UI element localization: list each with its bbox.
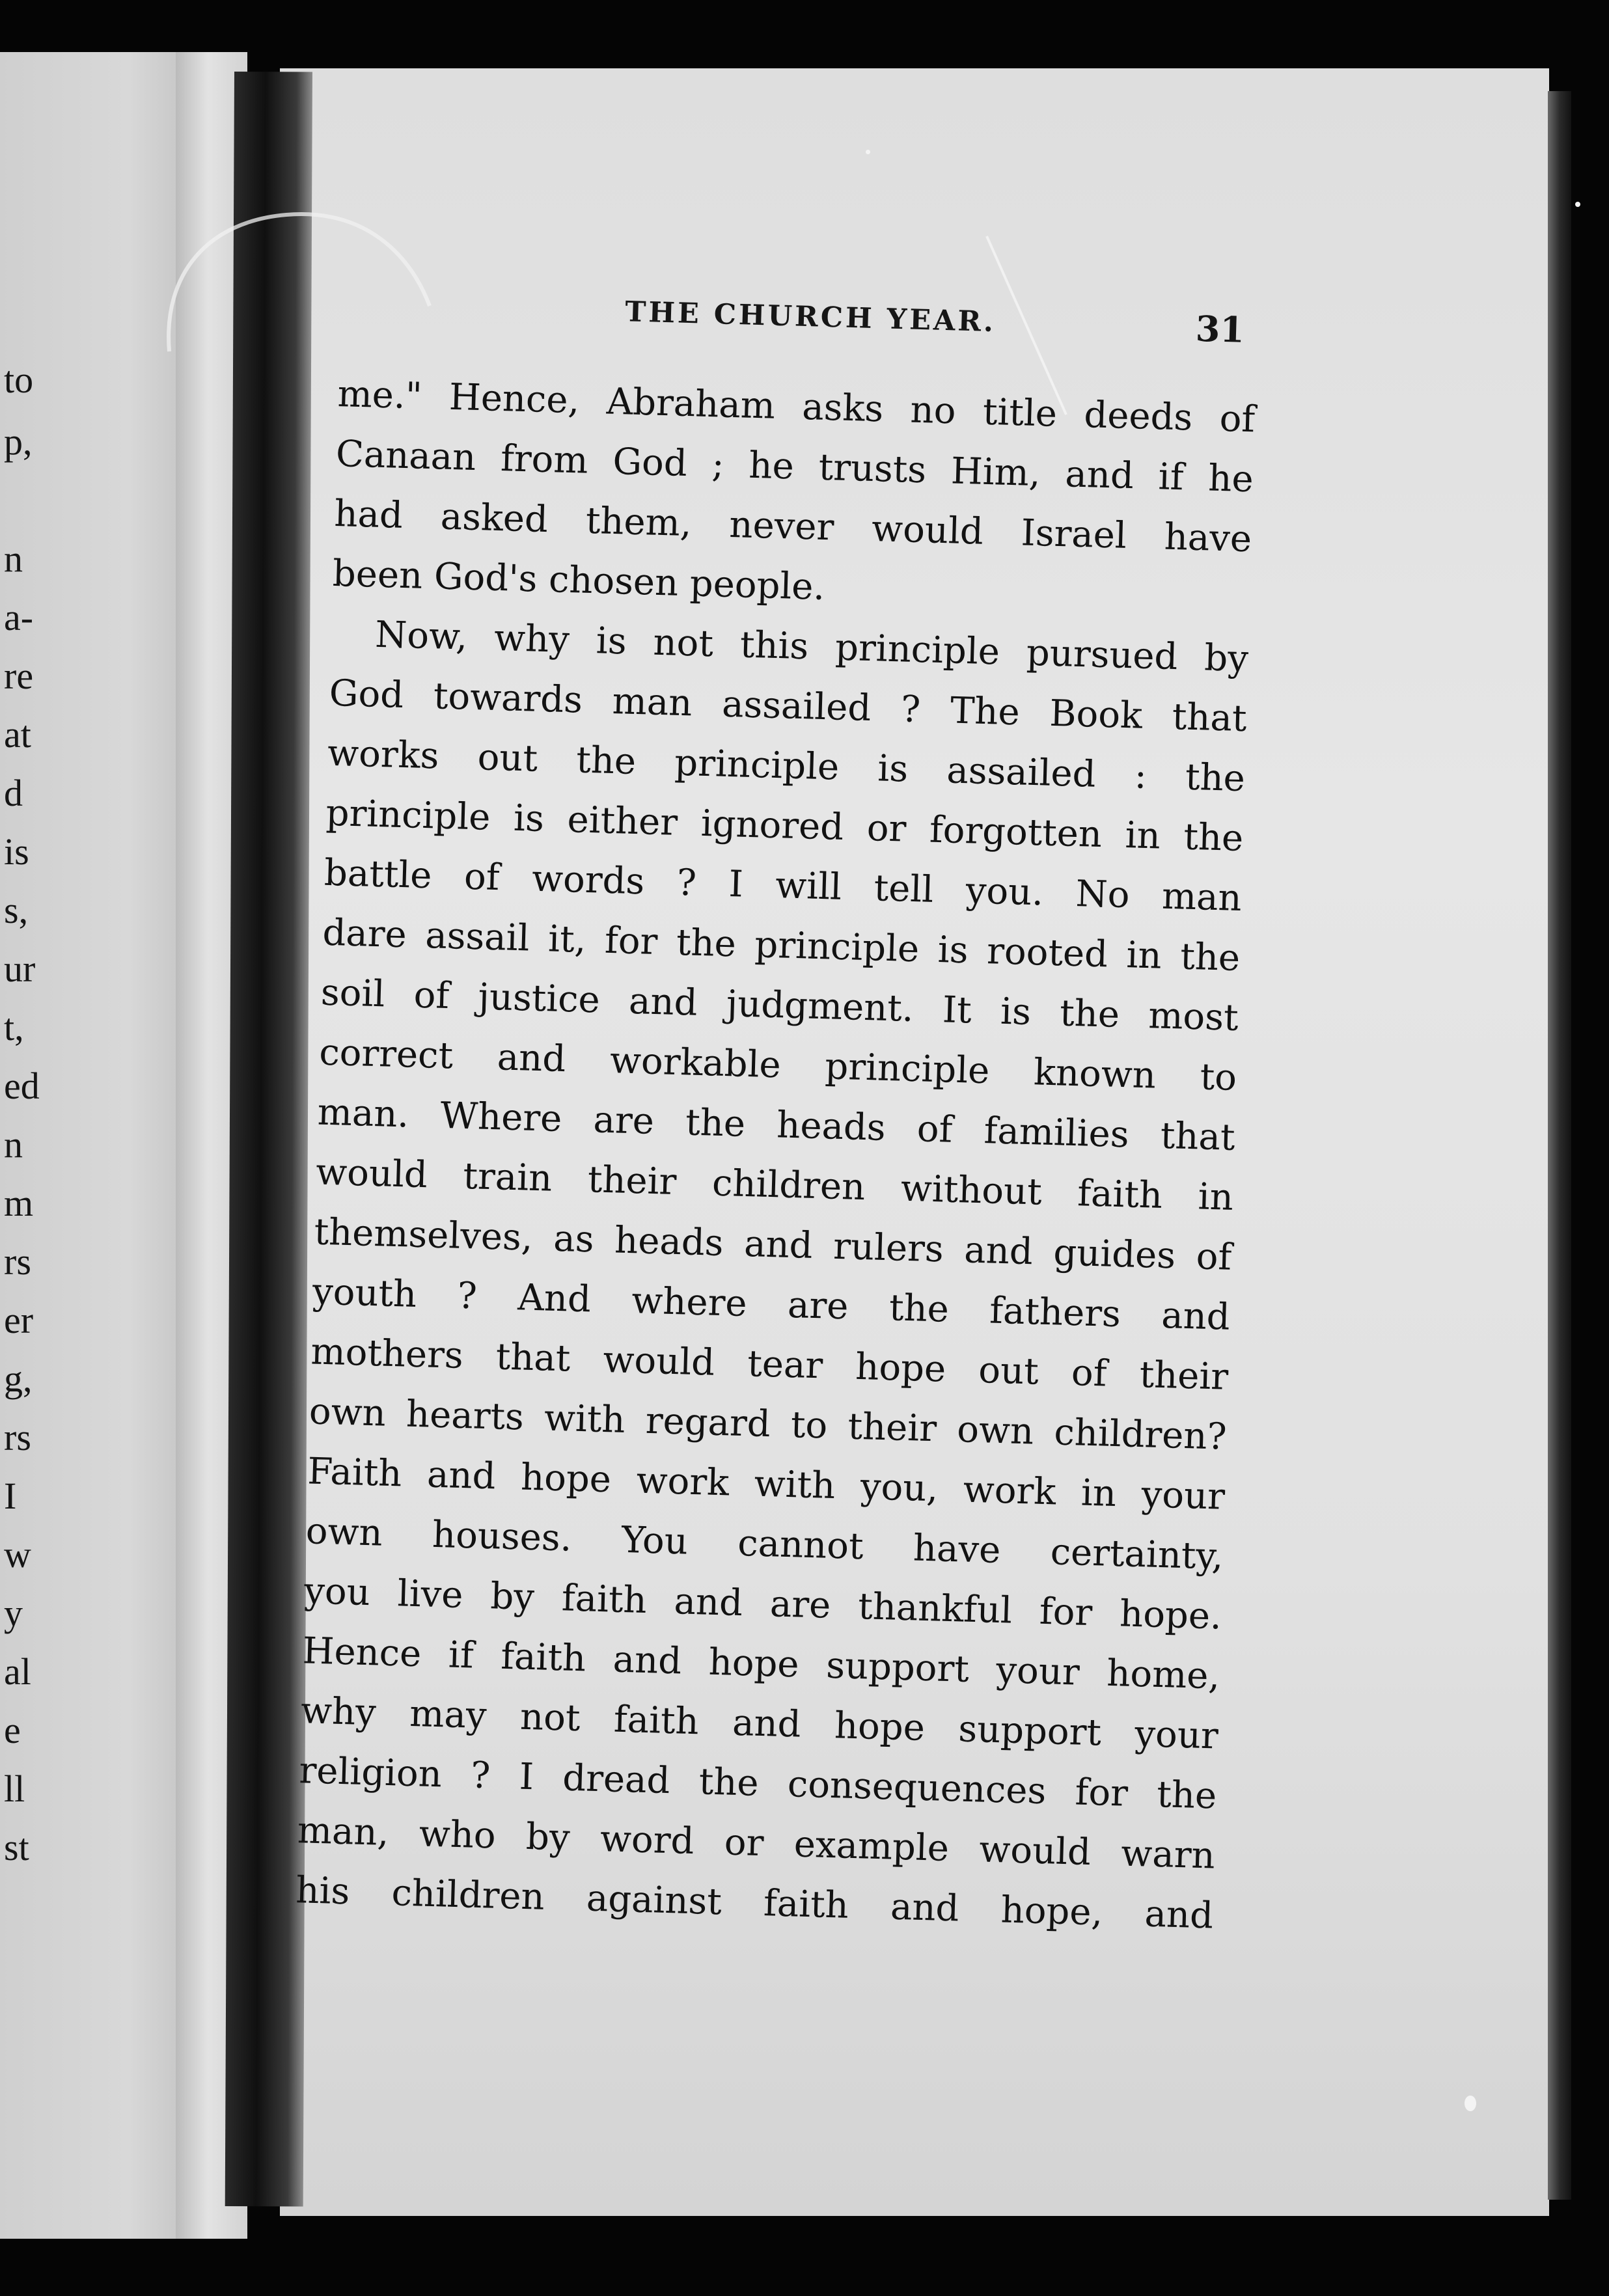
left-page-fragment: is	[4, 830, 29, 873]
left-page-fragment: er	[4, 1299, 34, 1341]
text-line: God towards man assailed ? The Book that	[328, 672, 1248, 741]
left-page-fragment: I	[4, 1475, 17, 1517]
left-page-fragment: a-	[4, 596, 34, 638]
text-line: own hearts with regard to their own children?	[309, 1390, 1228, 1458]
left-page-fragment: ll	[4, 1768, 25, 1810]
left-page-fragment: d	[4, 772, 23, 814]
text-line: you live by faith and are thankful for hope.	[303, 1570, 1222, 1638]
left-page-fragment: m	[4, 1182, 34, 1224]
page-text	[295, 295, 1256, 1946]
left-page-fragment: rs	[4, 1416, 31, 1458]
film-speck	[1465, 2096, 1476, 2111]
text-line: had asked them, never would Israel have	[333, 492, 1252, 561]
left-page-fragment: t,	[4, 1006, 24, 1048]
left-page-fragment: rs	[4, 1240, 31, 1283]
text-line: works out the principle is assailed : the	[327, 731, 1246, 800]
text-line: man, who by word or example would warn	[297, 1809, 1216, 1878]
text-line: dare assail it, for the principle is rooted in the	[322, 911, 1241, 980]
text-line: been God's chosen people.	[332, 552, 826, 608]
text-line: why may not faith and hope support your	[300, 1689, 1219, 1758]
text-line: Hence if faith and hope support your home,	[301, 1630, 1221, 1698]
text-line: soil of justice and judgment. It is the most	[320, 971, 1239, 1039]
left-page-fragment: al	[4, 1650, 31, 1693]
page-number: 31	[1195, 307, 1245, 351]
page-edge	[1548, 91, 1571, 2200]
left-page-fragment: re	[4, 655, 34, 697]
film-speck	[866, 150, 870, 154]
text-line: themselves, as heads and rulers and guides of	[313, 1210, 1233, 1279]
text-line: principle is either ignored or forgotten in the	[325, 791, 1245, 860]
text-line: would train their children without faith in	[315, 1151, 1234, 1219]
left-page-fragment: to	[4, 359, 34, 401]
running-title: THE CHURCH YEAR.	[624, 295, 997, 339]
text-line: his children against faith and hope, and	[295, 1869, 1214, 1937]
left-page-fragment: ur	[4, 948, 36, 990]
text-line: battle of words ? I will tell you. No man	[323, 851, 1243, 920]
left-page-fragment: y	[4, 1592, 23, 1634]
left-page-fragment: n	[4, 538, 23, 580]
text-line: Faith and hope work with you, work in your	[307, 1450, 1226, 1518]
left-page-fragment: w	[4, 1533, 31, 1576]
text-line: own houses. You cannot have certainty,	[305, 1510, 1224, 1578]
text-line: youth ? And where are the fathers and	[312, 1270, 1231, 1339]
text-line: mothers that would tear hope out of their	[310, 1330, 1229, 1399]
text-line: me." Hence, Abraham asks no title deeds of	[337, 372, 1256, 441]
left-page-fragment: ed	[4, 1065, 40, 1107]
left-page-fragment: st	[4, 1826, 29, 1868]
left-page-fragment: at	[4, 713, 31, 756]
text-line: man. Where are the heads of families that	[316, 1091, 1236, 1159]
left-page-fragment: g,	[4, 1358, 33, 1400]
film-scratch	[156, 195, 443, 364]
text-line: religion ? I dread the consequences for the	[298, 1749, 1218, 1818]
film-speck	[1575, 202, 1580, 207]
left-page-fragment: e	[4, 1709, 21, 1751]
paragraph-start-line: Now, why is not this principle pursued by	[374, 613, 1249, 681]
text-line: correct and workable principle known to	[318, 1031, 1237, 1099]
left-page-fragment: p,	[4, 420, 33, 463]
left-page-fragment: s,	[4, 889, 29, 931]
text-line: Canaan from God ; he trusts Him, and if he	[335, 432, 1254, 501]
left-page-fragment: n	[4, 1123, 23, 1166]
